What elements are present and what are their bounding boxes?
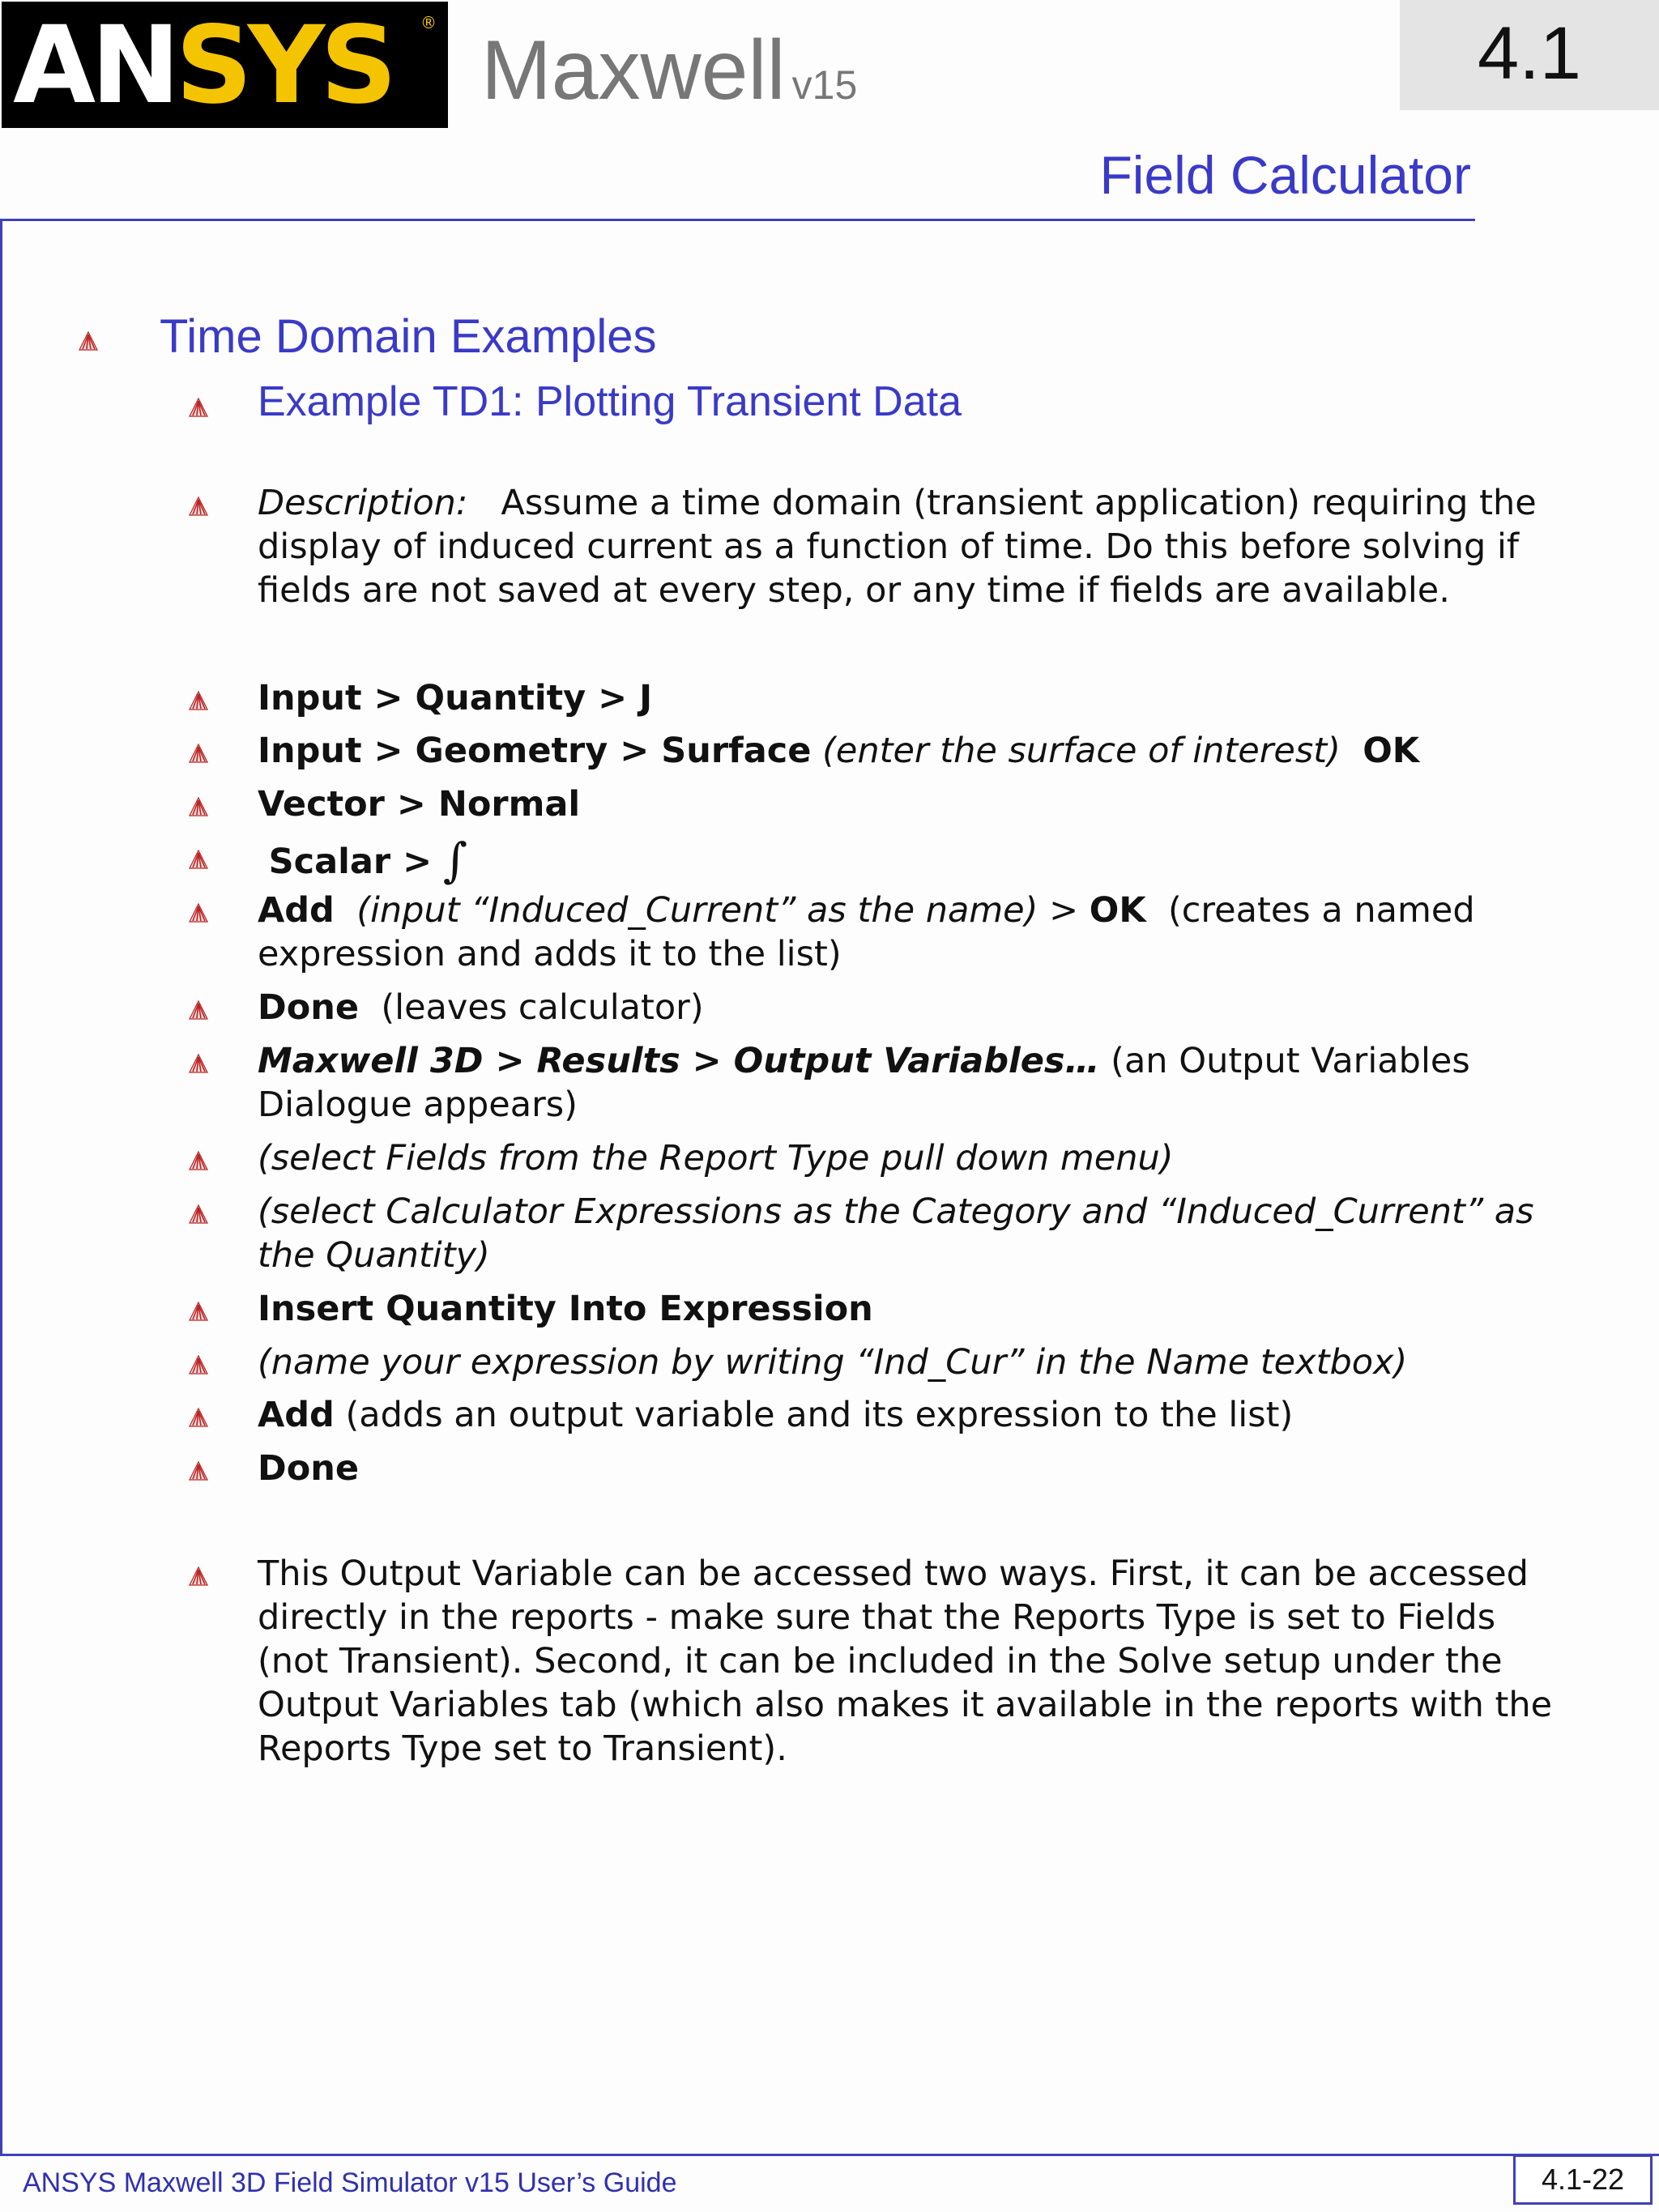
step-item: Add (adds an output variable and its expression to the list) (258, 1395, 1294, 1435)
footer-page-number: 4.1-22 (1513, 2154, 1653, 2205)
product-version: v15 (791, 62, 858, 108)
left-border (0, 219, 2, 2156)
footer-guide-title: ANSYS Maxwell 3D Field Simulator v15 User’s Guide (23, 2167, 677, 2198)
bullet-icon (189, 1460, 208, 1481)
logo-wordmark: ANSYS (13, 3, 393, 128)
product-name: Maxwell (481, 23, 786, 117)
example-heading: Example TD1: Plotting Transient Data (258, 378, 962, 425)
description-label: Description: (258, 483, 468, 523)
bullet-icon (189, 849, 208, 870)
bullet-icon (189, 1150, 208, 1171)
step-item: Input > Quantity > J (258, 678, 653, 718)
step-item: Done (258, 1448, 360, 1489)
closing-note: This Output Variable can be accessed two ways. First, it can be accessed directly in the reports - make sure that the Reports Type is set to Fields (not Transient). Second, it can be included in the Solve setup under the Output Variables tab (which also makes it available in the reports with the Reports Type set to Transient). (258, 1554, 1553, 1769)
header-divider (0, 219, 1475, 221)
step-item: (select Fields from the Report Type pull down menu) (258, 1138, 1174, 1178)
bullet-icon (189, 1301, 208, 1322)
bullet-icon (189, 397, 208, 418)
step-item: (select Calculator Expressions as the Category and “Induced_Current” as the Quantity) (258, 1191, 1534, 1276)
bullet-icon (189, 796, 208, 817)
description-text: Assume a time domain (transient application) requiring the display of induced current as a function of time. Do this before solving if fields are not saved at every step, or any time if fields are available. (258, 483, 1537, 611)
bullet-icon (189, 902, 208, 923)
bullet-icon (189, 690, 208, 711)
registered-mark: ® (420, 13, 437, 32)
bullet-icon (189, 743, 208, 764)
integral-symbol: ∫ (442, 833, 467, 888)
product-title (481, 23, 857, 119)
bullet-icon (189, 1407, 208, 1428)
step-item: (name your expression by writing “Ind_Cur” in the Name textbox) (258, 1342, 1408, 1383)
footer-divider (0, 2154, 1659, 2156)
ansys-logo (2, 2, 448, 128)
step-item: Done (leaves calculator) (258, 987, 704, 1028)
bullet-icon (189, 1566, 208, 1587)
bullet-icon (189, 1204, 208, 1225)
section-number-box (1400, 0, 1659, 110)
bullet-icon (79, 330, 98, 352)
section-number: 4.1 (1478, 12, 1581, 95)
step-item: Insert Quantity Into Expression (258, 1289, 873, 1329)
step-item: Add (input “Induced_Current” as the name) > OK (creates a named expression and adds it to the list) (258, 890, 1475, 974)
bullet-icon (189, 999, 208, 1021)
description-paragraph (258, 481, 1570, 612)
bullet-icon (189, 1354, 208, 1375)
section-heading: Time Domain Examples (160, 310, 657, 363)
bullet-icon (189, 1053, 208, 1074)
step-item: Scalar > ∫ (268, 833, 467, 888)
step-item: Input > Geometry > Surface (enter the surface of interest) OK (258, 731, 1420, 771)
step-item: Vector > Normal (258, 784, 581, 825)
page-title: Field Calculator (1099, 145, 1471, 205)
step-item: Maxwell 3D > Results > Output Variables… (an Output Variables Dialogue appears) (258, 1041, 1470, 1125)
bullet-icon (189, 496, 208, 517)
